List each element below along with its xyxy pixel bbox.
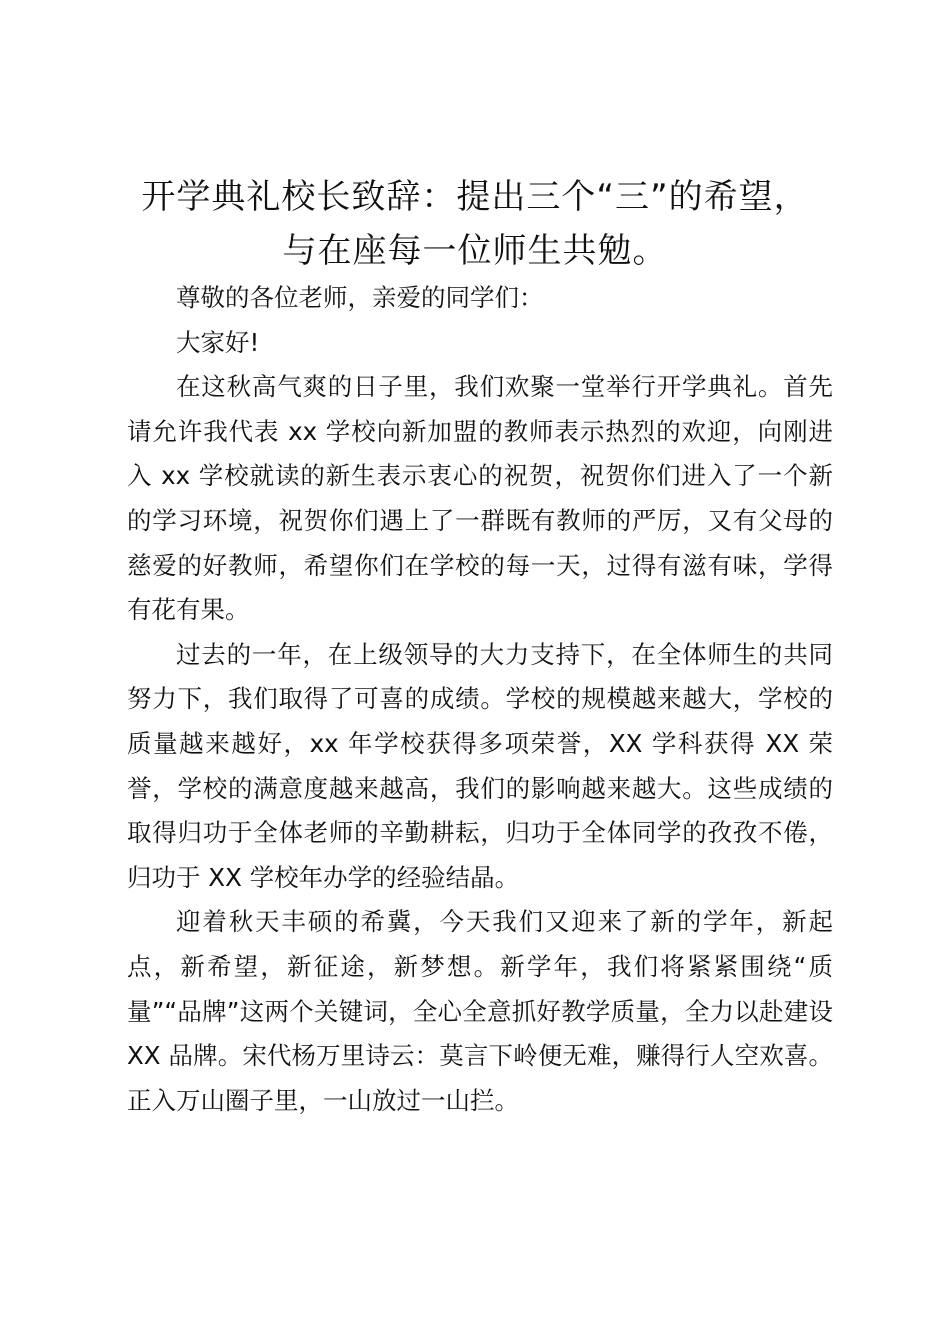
title-line-1: 开学典礼校长致辞：提出三个“三”的希望，: [141, 177, 809, 217]
salutation: 尊敬的各位老师，亲爱的同学们：: [176, 283, 544, 312]
title-line-2: 与在座每一位师生共勉。: [282, 231, 668, 271]
paragraph-2: 过去的一年，在上级领导的大力支持下，在全体师生的共同努力下，我们取得了可喜的成绩。学校的规模越来越大，学校的质量越来越好，xx 年学校获得多项荣誉，XX 学科获得 XX 荣誉，学校的满意度越来越高，我们的影响越来越大。这些成绩的取得归功于全体老师的辛勤耕耘，归功于全体同学的孜孜不倦，归功于 XX 学校年办学的经验结晶。: [127, 639, 833, 892]
paragraph-1: 在这秋高气爽的日子里，我们欢聚一堂举行开学典礼。首先请允许我代表 xx 学校向新加盟的教师表示热烈的欢迎，向刚进入 xx 学校就读的新生表示衷心的祝贺，祝贺你们进入了一个新的学习环境，祝贺你们遇上了一群既有教师的严厉，又有父母的慈爱的好教师，希望你们在学校的每一天，过得有滋有味，学得有花有果。: [127, 372, 833, 625]
greeting: 大家好!: [176, 327, 260, 357]
document-body: [127, 276, 833, 1123]
document-title: [110, 170, 840, 278]
paragraph-3: 迎着秋天丰硕的希冀，今天我们又迎来了新的学年，新起点，新希望，新征途，新梦想。新学年，我们将紧紧围绕“质量”“品牌”这两个关键词，全心全意抓好教学质量，全力以赴建设 XX 品牌。宋代杨万里诗云：莫言下岭便无难，赚得行人空欢喜。正入万山圈子里，一山放过一山拦。: [127, 907, 833, 1115]
